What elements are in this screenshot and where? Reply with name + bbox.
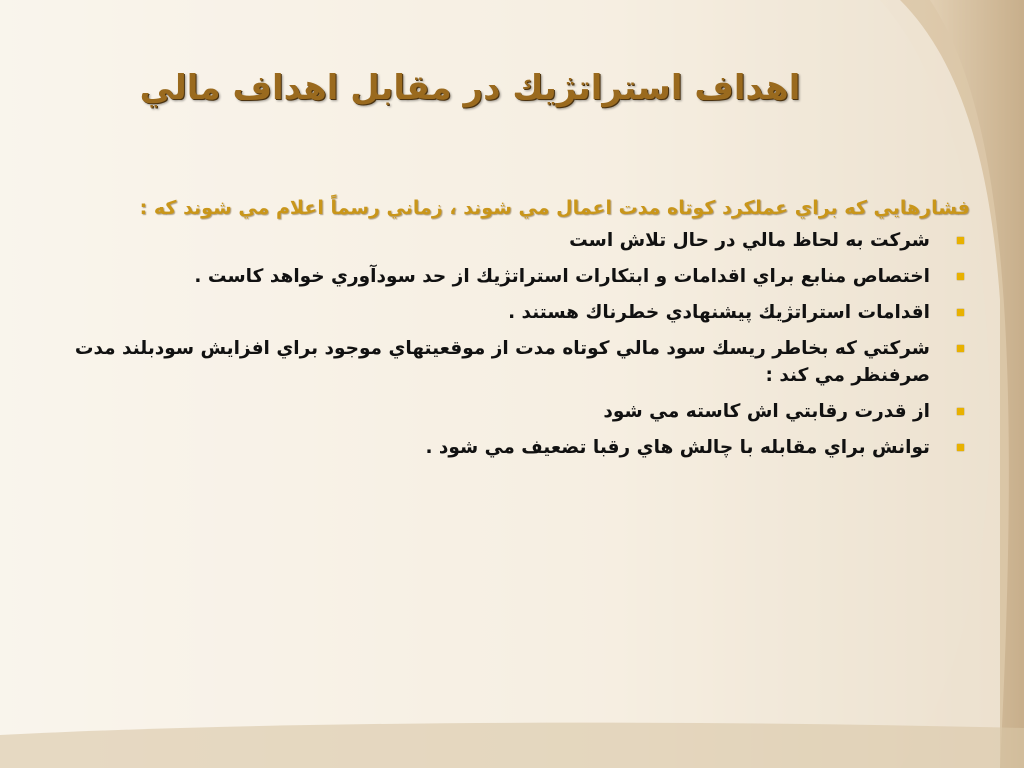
square-bullet-icon	[957, 408, 964, 415]
square-bullet-icon	[957, 237, 964, 244]
square-bullet-icon	[957, 273, 964, 280]
slide-content	[58, 196, 970, 470]
list-item	[58, 434, 970, 461]
bullet-text: از قدرت رقابتي اش كاسته مي شود	[603, 401, 930, 422]
bullet-text: اقدامات استراتژيك پيشنهادي خطرناك هستند .	[508, 302, 930, 323]
square-bullet-icon	[957, 309, 964, 316]
list-item	[58, 263, 970, 290]
bullet-text: شركت به لحاظ مالي در حال تلاش است	[569, 230, 930, 251]
list-item	[58, 227, 970, 254]
bullet-text: شركتي كه بخاطر ريسك سود مالي كوتاه مدت از موقعيتهاي موجود براي افزايش سودبلند مدت صرفنظر مي كند :	[74, 338, 930, 386]
bullet-list	[58, 227, 970, 461]
square-bullet-icon	[957, 444, 964, 451]
square-bullet-icon	[957, 345, 964, 352]
intro-text: فشارهايي كه براي عملكرد كوتاه مدت اعمال مي شوند ، زماني رسماً اعلام مي شوند كه :	[139, 197, 970, 219]
bullet-text: توانش براي مقابله با چالش هاي رقبا تضعيف مي شود .	[425, 437, 930, 458]
list-item	[58, 398, 970, 425]
page-title: اهداف استراتژيك در مقابل اهداف مالي	[139, 68, 801, 108]
bullet-text: اختصاص منابع براي اقدامات و ابتكارات استراتژيك از حد سودآوري خواهد كاست .	[194, 266, 930, 287]
list-item	[58, 335, 970, 389]
list-item	[58, 299, 970, 326]
